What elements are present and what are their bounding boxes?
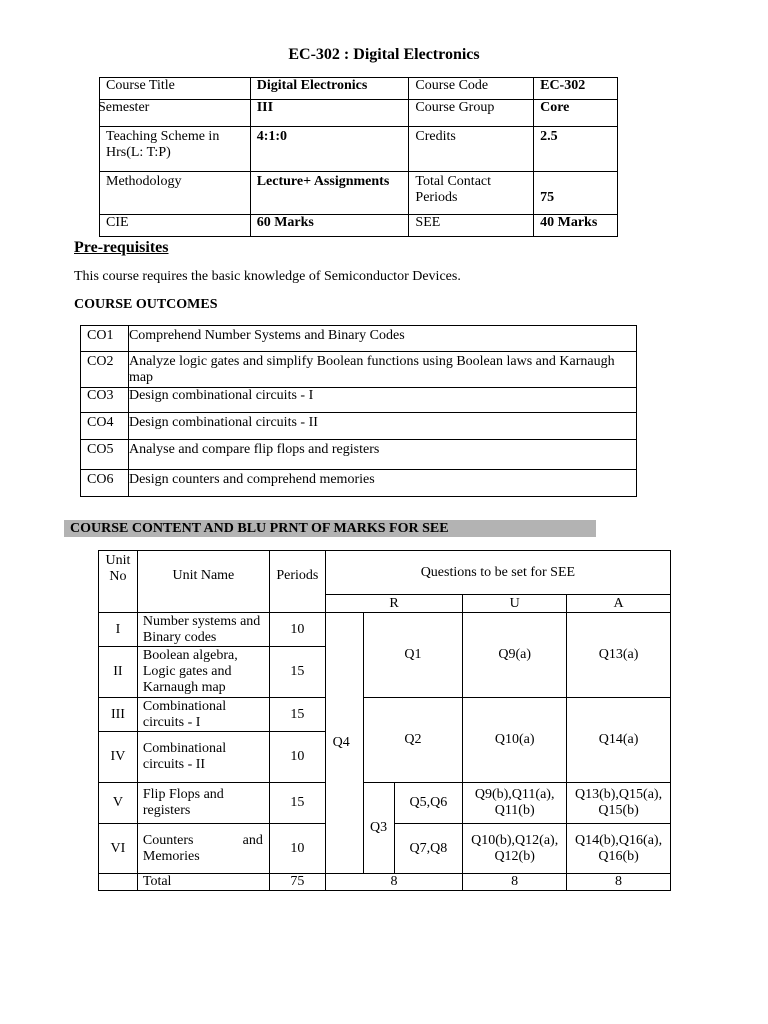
outcome-row bbox=[81, 440, 637, 470]
info-row bbox=[100, 215, 618, 237]
total-r: 8 bbox=[325, 874, 462, 891]
info-value: 60 Marks bbox=[250, 215, 409, 237]
outcome-code: CO2 bbox=[81, 352, 129, 388]
unit-name: Number systems and Binary codes bbox=[137, 613, 269, 647]
unit-periods: 10 bbox=[269, 732, 325, 783]
total-label: Total bbox=[137, 874, 269, 891]
total-u: 8 bbox=[463, 874, 567, 891]
info-value: 40 Marks bbox=[534, 215, 618, 237]
u-header: U bbox=[463, 595, 567, 613]
unit-no: I bbox=[99, 613, 138, 647]
info-key: Course Code bbox=[409, 78, 534, 100]
prereq-text: This course requires the basic knowledge of Semiconductor Devices. bbox=[74, 269, 461, 284]
unit-name: Combinational circuits - II bbox=[137, 732, 269, 783]
info-key: Total Contact Periods bbox=[409, 172, 534, 215]
outcome-desc: Comprehend Number Systems and Binary Codes bbox=[128, 326, 636, 352]
outcome-desc: Design combinational circuits - I bbox=[128, 388, 636, 413]
prereq-heading: Pre-requisites bbox=[74, 239, 169, 256]
header-row bbox=[99, 551, 671, 595]
unit-row bbox=[99, 613, 671, 647]
unit-name: Boolean algebra, Logic gates and Karnaugh map bbox=[137, 647, 269, 698]
q-r: Q2 bbox=[363, 698, 463, 783]
info-row bbox=[100, 100, 618, 127]
q-r: Q7,Q8 bbox=[394, 824, 463, 874]
unit-name: Combinational circuits - I bbox=[137, 698, 269, 732]
q-a: Q14(a) bbox=[567, 698, 671, 783]
unit-no-header: Unit No bbox=[99, 551, 138, 613]
outcome-desc: Design combinational circuits - II bbox=[128, 413, 636, 440]
unit-row bbox=[99, 783, 671, 824]
outcome-code: CO1 bbox=[81, 326, 129, 352]
outcome-desc: Design counters and comprehend memories bbox=[128, 470, 636, 497]
outcome-code: CO3 bbox=[81, 388, 129, 413]
unit-row bbox=[99, 698, 671, 732]
info-value: EC-302 bbox=[534, 78, 618, 100]
a-header: A bbox=[567, 595, 671, 613]
page-title: EC-302 : Digital Electronics bbox=[288, 46, 480, 63]
outcome-code: CO5 bbox=[81, 440, 129, 470]
q-u: Q9(b),Q11(a), Q11(b) bbox=[463, 783, 567, 824]
total-a: 8 bbox=[567, 874, 671, 891]
info-value: Digital Electronics bbox=[250, 78, 409, 100]
outcome-row bbox=[81, 470, 637, 497]
outcome-code: CO6 bbox=[81, 470, 129, 497]
info-value: III bbox=[250, 100, 409, 127]
blueprint-table bbox=[98, 550, 671, 891]
info-row bbox=[100, 172, 618, 215]
unit-periods: 10 bbox=[269, 613, 325, 647]
q-r: Q5,Q6 bbox=[394, 783, 463, 824]
q-a: Q14(b),Q16(a), Q16(b) bbox=[567, 824, 671, 874]
info-value: Lecture+ Assignments bbox=[250, 172, 409, 215]
outcome-row bbox=[81, 326, 637, 352]
outcomes-heading: COURSE OUTCOMES bbox=[74, 297, 218, 312]
q-a: Q13(a) bbox=[567, 613, 671, 698]
q-u: Q9(a) bbox=[463, 613, 567, 698]
q-u: Q10(b),Q12(a), Q12(b) bbox=[463, 824, 567, 874]
questions-header: Questions to be set for SEE bbox=[325, 551, 670, 595]
q-r: Q1 bbox=[363, 613, 463, 698]
q4-cell: Q4 bbox=[325, 613, 363, 874]
unit-periods: 15 bbox=[269, 698, 325, 732]
info-key: SEE bbox=[409, 215, 534, 237]
outcome-code: CO4 bbox=[81, 413, 129, 440]
outcome-row bbox=[81, 352, 637, 388]
outcomes-table bbox=[80, 325, 637, 497]
info-key: Course Title bbox=[100, 78, 251, 100]
q-u: Q10(a) bbox=[463, 698, 567, 783]
total-row bbox=[99, 874, 671, 891]
unit-no: VI bbox=[99, 824, 138, 874]
unit-no: II bbox=[99, 647, 138, 698]
course-info-table bbox=[99, 77, 618, 237]
unit-no: III bbox=[99, 698, 138, 732]
unit-name-header: Unit Name bbox=[137, 551, 269, 613]
outcome-row bbox=[81, 388, 637, 413]
unit-periods: 10 bbox=[269, 824, 325, 874]
info-value: 75 bbox=[534, 172, 618, 215]
r-header: R bbox=[325, 595, 462, 613]
q-a: Q13(b),Q15(a), Q15(b) bbox=[567, 783, 671, 824]
info-key: Methodology bbox=[100, 172, 251, 215]
total-blank bbox=[99, 874, 138, 891]
periods-header: Periods bbox=[269, 551, 325, 613]
info-value: Core bbox=[534, 100, 618, 127]
info-key: Course Group bbox=[409, 100, 534, 127]
unit-name: Flip Flops and registers bbox=[137, 783, 269, 824]
outcome-desc: Analyze logic gates and simplify Boolean functions using Boolean laws and Karnaugh map bbox=[128, 352, 636, 388]
unit-periods: 15 bbox=[269, 647, 325, 698]
content-heading: COURSE CONTENT AND BLU PRNT OF MARKS FOR SEE bbox=[70, 521, 449, 536]
info-value: 4:1:0 bbox=[250, 127, 409, 172]
q3-cell: Q3 bbox=[363, 783, 394, 874]
info-key: CIE bbox=[100, 215, 251, 237]
info-row bbox=[100, 127, 618, 172]
info-row bbox=[100, 78, 618, 100]
unit-no: V bbox=[99, 783, 138, 824]
info-key: Credits bbox=[409, 127, 534, 172]
total-periods: 75 bbox=[269, 874, 325, 891]
outcome-desc: Analyse and compare flip flops and registers bbox=[128, 440, 636, 470]
unit-no: IV bbox=[99, 732, 138, 783]
unit-name-text: Counters and Memories bbox=[142, 832, 263, 864]
info-key: Teaching Scheme in Hrs(L: T:P) bbox=[100, 127, 251, 172]
info-value: 2.5 bbox=[534, 127, 618, 172]
unit-name bbox=[137, 824, 269, 874]
info-key: Semester bbox=[98, 100, 249, 127]
unit-periods: 15 bbox=[269, 783, 325, 824]
outcome-row bbox=[81, 413, 637, 440]
